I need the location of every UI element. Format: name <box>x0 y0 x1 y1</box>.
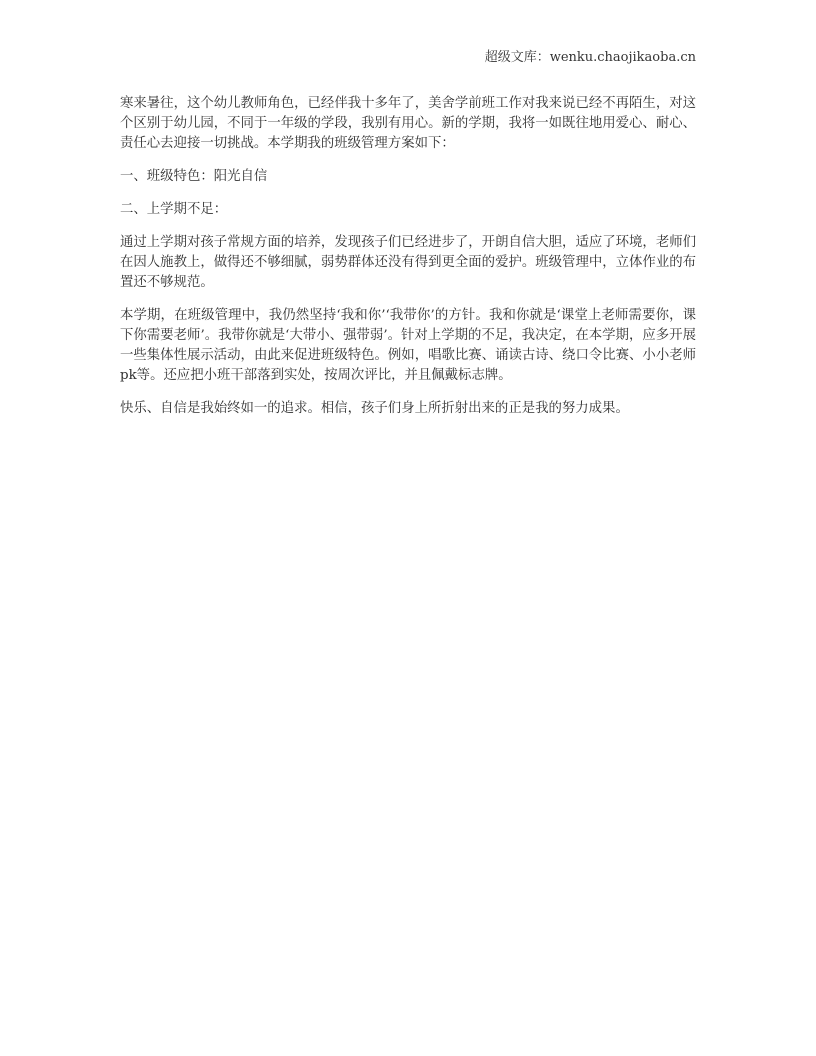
closing-paragraph: 快乐、自信是我始终如一的追求。相信，孩子们身上所折射出来的正是我的努力成果。 <box>120 401 629 416</box>
document-body <box>120 94 696 432</box>
shortcomings-heading: 二、上学期不足： <box>120 202 228 217</box>
shortcomings-paragraph: 通过上学期对孩子常规方面的培养，发现孩子们已经进步了，开朗自信大胆，适应了环境，老师们在因人施教上，做得还不够细腻，弱势群体还没有得到更全面的爱护。班级管理中，立体作业的布置还不够规范。 <box>120 235 696 290</box>
class-feature-heading: 一、班级特色：阳光自信 <box>120 169 268 184</box>
plan-paragraph: 本学期，在班级管理中，我仍然坚持‘我和你’‘我带你’的方针。我和你就是‘课堂上老师需要你，课下你需要老师’。我带你就是‘大带小、强带弱’。针对上学期的不足，我决定，在本学期，应多开展一些集体性展示活动，由此来促进班级特色。例如，唱歌比赛、诵读古诗、绕口令比赛、小小老师pk等。还应把小班干部落到实处，按周次评比，并且佩戴标志牌。 <box>120 308 696 383</box>
source-header: 超级文库：wenku.chaojikaoba.cn <box>484 50 696 65</box>
intro-paragraph: 寒来暑往，这个幼儿教师角色，已经伴我十多年了，美舍学前班工作对我来说已经不再陌生，对这个区别于幼儿园，不同于一年级的学段，我别有用心。新的学期，我将一如既往地用爱心、耐心、责任心去迎接一切挑战。本学期我的班级管理方案如下： <box>120 96 696 151</box>
